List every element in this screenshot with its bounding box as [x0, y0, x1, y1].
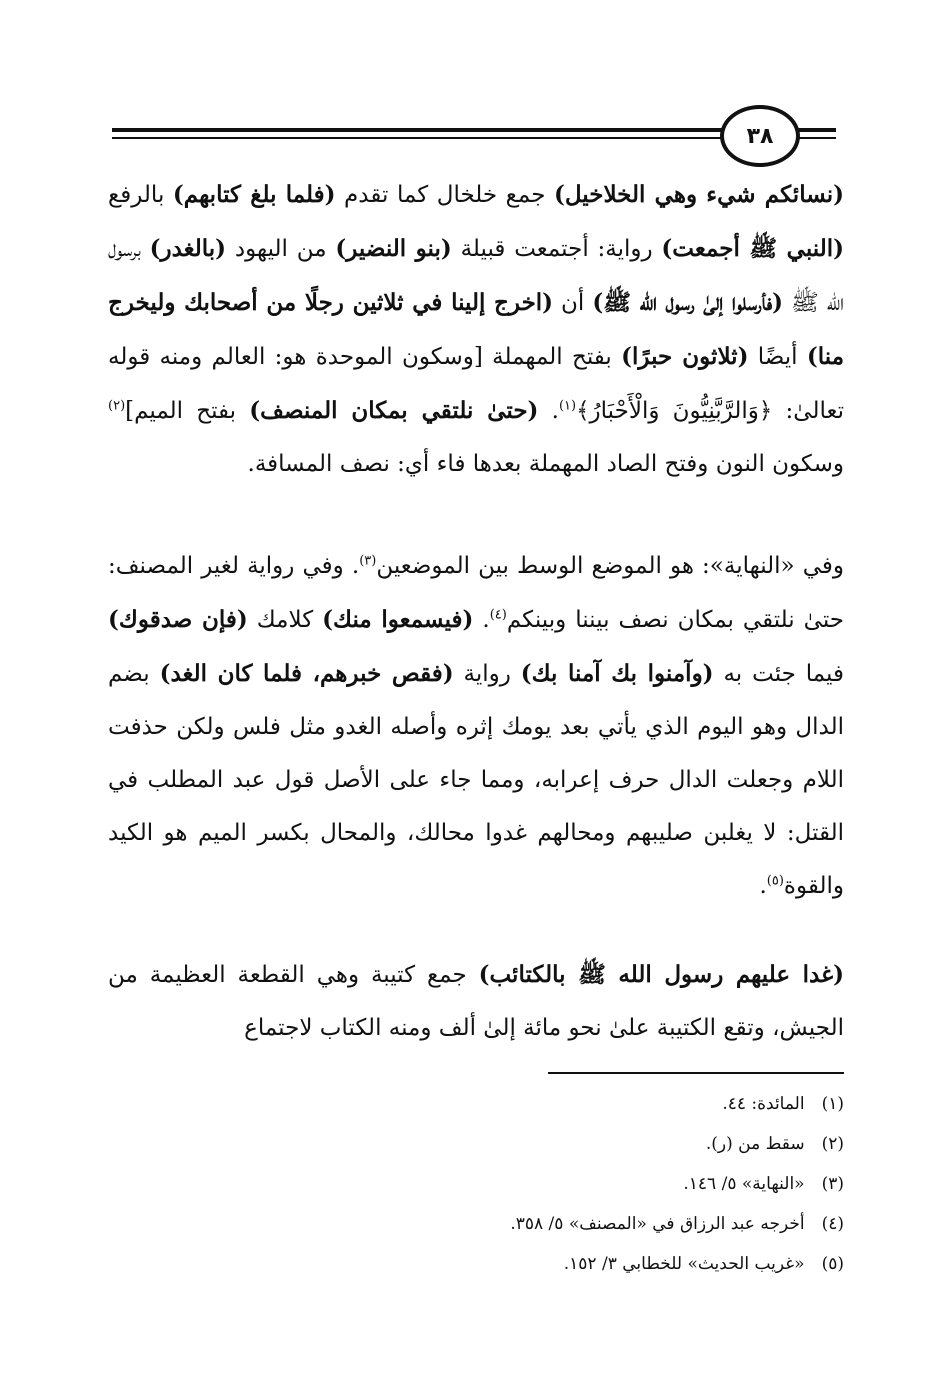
text-run: بضم الدال وهو اليوم الذي يأتي بعد يومك إثره وأصله الغدو مثل فلس ولكن حذفت اللام وجعلت الدال حرف إعرابه، ومما جاء على الأصل قول عبد المطلب في القتل: لا يغلبن صليبهم ومحالهم غدوا محالك، والمحال بكسر الميم هو الكيد والقوة — [108, 661, 844, 899]
bold-phrase: (فقص خبرهم، فلما كان الغد) — [159, 660, 454, 687]
footnote-text: أخرجه عبد الرزاق في «المصنف» ٥/ ٣٥٨. — [510, 1214, 805, 1234]
body-paragraph — [108, 168, 844, 491]
text-run: جمع خلخال كما تقدم — [335, 182, 554, 208]
text-run: . وفي رواية لغير المصنف: حتىٰ نلتقي بمكان نصف بيننا وبينكم — [108, 553, 844, 633]
footnote-text: سقط من (ر). — [705, 1134, 805, 1154]
footnote — [300, 1124, 844, 1164]
bold-phrase: (فإن صدقوك) — [108, 606, 248, 633]
body-paragraph — [108, 948, 844, 1055]
bold-phrase: (اخرج إلينا في ثلاثين رجلًا من أصحابك وليخرج منا) — [108, 289, 845, 370]
footnote-number: (٢) — [821, 1134, 844, 1154]
footnote — [300, 1204, 844, 1244]
footnote-separator — [548, 1072, 844, 1074]
header-rule-stub — [796, 137, 836, 139]
text-run: . — [759, 873, 767, 899]
text-run: أيضًا — [748, 344, 807, 370]
header-rule-stub — [796, 128, 836, 132]
footnote-number: (١) — [821, 1094, 844, 1114]
footnote-number: (٣) — [821, 1174, 844, 1194]
page-number-badge — [720, 105, 800, 167]
text-run: بالرفع — [108, 182, 173, 208]
footnote-number: (٥) — [821, 1254, 844, 1274]
text-run: وسكون النون وفتح الصاد المهملة بعدها فاء أي: نصف المسافة. — [247, 451, 844, 477]
bold-phrase: (النبي ﷺ أجمعت) — [661, 235, 844, 262]
footnote-text: المائدة: ٤٤. — [722, 1094, 805, 1114]
header-rule-thick — [112, 128, 722, 132]
footnote-ref: (٢) — [108, 398, 126, 414]
footnote-number: (٤) — [821, 1214, 844, 1234]
bold-phrase: (غدا عليهم رسول الله ﷺ بالكتائب) — [478, 961, 844, 988]
footnote-ref: (١) — [558, 398, 577, 414]
footnote — [300, 1164, 844, 1204]
footnote-text: «النهاية» ٥/ ١٤٦. — [683, 1174, 805, 1194]
footnotes — [300, 1084, 844, 1284]
bold-phrase: (فأرسلوا إلىٰ رسول الله ﷺ) — [592, 289, 784, 316]
text-run: فيما جئت به — [713, 661, 844, 687]
text-run: برسول الله ﷺ — [108, 236, 844, 316]
text-run: بفتح الميم] — [125, 398, 250, 424]
bold-phrase: (نسائكم شيء وهي الخلاخيل) — [553, 181, 845, 208]
text-run: . — [473, 607, 490, 633]
bold-phrase: (بالغدر) — [149, 235, 227, 262]
footnote — [300, 1244, 844, 1284]
body-paragraph — [108, 540, 844, 913]
text-run: كلامك — [247, 607, 323, 633]
text-run: رواية: أجتمعت قبيلة — [451, 236, 662, 262]
text-run: جمع كتيبة وهي القطعة العظيمة من الجيش، وتقع الكتيبة علىٰ نحو مائة إلىٰ ألف ومنه الكتاب لاجتماع — [108, 962, 844, 1041]
header-rule-thin — [112, 137, 722, 139]
page-number: ٣٨ — [746, 123, 774, 149]
footnote-text: «غريب الحديث» للخطابي ٣/ ١٥٢. — [563, 1254, 805, 1274]
footnote-ref: (٤) — [489, 607, 507, 623]
bold-phrase: (فيسمعوا منك) — [322, 606, 474, 633]
text-run: من اليهود — [226, 236, 336, 262]
footnote-ref: (٥) — [766, 873, 784, 889]
bold-phrase: (فلما بلغ كتابهم) — [172, 181, 336, 208]
text-run: بفتح المهملة [وسكون الموحدة هو: العالم ومنه قوله تعالىٰ: ﴿وَالرَّبَّنِيُّونَ وَالْأَحْبَارُ﴾ — [108, 344, 844, 424]
text-run: رواية — [453, 661, 521, 687]
text-run: . — [538, 398, 559, 424]
text-run: أن — [553, 290, 593, 316]
text-run: وفي «النهاية»: هو الموضع الوسط بين الموضعين — [376, 553, 844, 579]
footnote — [300, 1084, 844, 1124]
bold-phrase: (بنو النضير) — [335, 235, 452, 262]
footnote-ref: (٣) — [359, 553, 377, 569]
bold-phrase: (وآمنوا بك آمنا بك) — [520, 660, 714, 687]
bold-phrase: (حتىٰ نلتقي بمكان المنصف) — [249, 397, 539, 424]
bold-phrase: (ثلاثون حبرًا) — [621, 343, 749, 370]
